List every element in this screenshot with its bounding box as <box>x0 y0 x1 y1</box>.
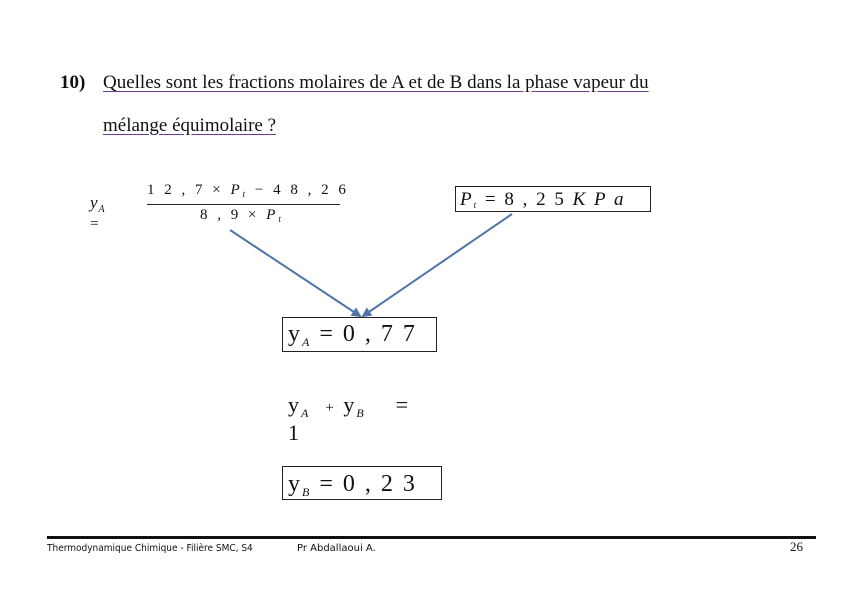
sum-one: 1 <box>288 420 299 445</box>
question-text-line2: mélange équimolaire ? <box>103 115 277 136</box>
fraction-denominator: 8 , $9 \times P_t$ <box>200 207 284 224</box>
equals-left: = <box>90 216 99 232</box>
question-text-line1: Quelles sont les fractions molaires de A et de B dans la phase vapeur du <box>103 72 649 93</box>
fraction-numerator: 1 2 , $7 \times P_t - 4$ 8 , 2 6 <box>147 182 349 199</box>
question-number: 10) <box>60 72 86 93</box>
fraction-bar <box>147 204 340 205</box>
ya-result: $y_A = 0$ , 7 7 <box>288 321 417 349</box>
footer-author: Pr Abdallaoui A. <box>297 543 376 554</box>
ya-symbol-left: $y_A$ <box>90 193 106 215</box>
sum-equation: $y_A + y_B$ = <box>288 392 411 420</box>
footer-course: Thermodynamique Chimique - Filière SMC, S4 <box>47 543 253 554</box>
footer-rule <box>47 536 816 539</box>
pt-value: Pt = 8 , 2 5 K P a <box>460 189 626 210</box>
page-number: 26 <box>790 539 803 554</box>
arrow-from-pt <box>363 214 512 316</box>
arrow-from-formula <box>230 230 360 316</box>
yb-result: $y_B = 0$ , 2 3 <box>288 471 417 499</box>
